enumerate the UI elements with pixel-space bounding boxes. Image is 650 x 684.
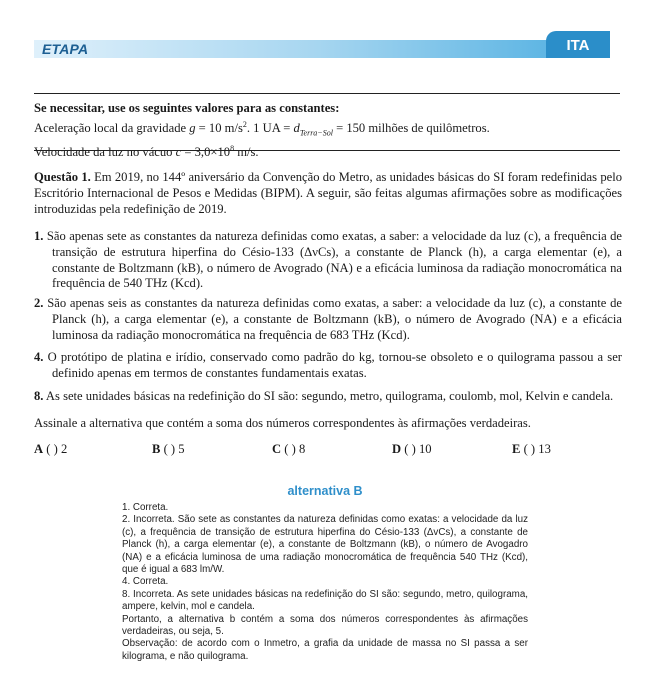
constants-block bbox=[34, 101, 624, 161]
solution-line: 1. Correta. bbox=[122, 502, 169, 513]
statement-8 bbox=[34, 389, 622, 405]
statement-number: 4. bbox=[34, 350, 44, 364]
option-d[interactable]: D ( ) 10 bbox=[392, 442, 432, 456]
solution-line: 8. Incorreta. As sete unidades básicas na redefinição do SI são: segundo, metro, quilograma, ampere, kelvin, mol e candela. bbox=[122, 588, 528, 613]
question-label: Questão 1. bbox=[34, 170, 91, 184]
statement-number: 8. bbox=[34, 389, 44, 403]
option-a[interactable]: A ( ) 2 bbox=[34, 442, 68, 456]
solution-text bbox=[122, 502, 528, 663]
statement-1 bbox=[34, 229, 622, 292]
header-band bbox=[34, 40, 546, 58]
divider-bottom bbox=[34, 150, 620, 151]
option-e[interactable]: E ( ) 13 bbox=[512, 442, 551, 456]
solution-line: 2. Incorreta. São sete as constantes da natureza definidas como exatas: a velocidade da luz (c), a frequência de transição de estrutura hiperfina do Césio-133 (ΔvCs), a constante de Planck (h), a carga elementar (e), a constante de Boltzmann (kB), o número de Avogadro (NA) e a eficácia luminosa de uma radiação monocromática de frequência 540 THz (Kcd), que é igual a 683 lm/W. bbox=[122, 514, 528, 576]
constants-line-2: Velocidade da luz no vácuo $c = 3,0\times 10^8$ m/s. bbox=[34, 144, 259, 160]
option-b[interactable]: B ( ) 5 bbox=[152, 442, 185, 456]
solution-line: 4. Correta. bbox=[122, 576, 169, 588]
exam-label: ITA bbox=[566, 37, 590, 54]
statement-text: O protótipo de platina e irídio, conservado como padrão do kg, tornou-se obsoleto e o quilograma passou a ser definido apenas em termos de constantes fundamentais exatas. bbox=[47, 350, 622, 380]
divider-top bbox=[34, 93, 620, 94]
answer-title: alternativa B bbox=[287, 484, 363, 498]
question-intro-text: Em 2019, no 144º aniversário da Convenção do Metro, as unidades básicas do SI foram redefinidas pelo Escritório Internacional de Pesos e Medidas (BIPM). A seguir, são feitas algumas afirmações sobre as modificações introduzidas pela redefinição de 2019. bbox=[34, 170, 622, 216]
statement-number: 1. bbox=[34, 229, 44, 243]
statement-text: As sete unidades básicas na redefinição do SI são: segundo, metro, quilograma, coulomb, mol, Kelvin e candela. bbox=[45, 389, 614, 403]
constants-line-1: Aceleração local da gravidade g = 10 $m/s^2$. 1 UA = $d_{Terra-Sol} = 150$ milhões de quilômetros. bbox=[34, 119, 490, 138]
statement-2 bbox=[34, 296, 622, 343]
statement-number: 2. bbox=[34, 296, 44, 310]
solution-line: Observação: de acordo com o Inmetro, a grafia da unidade de massa no SI passa a ser kilograma, e não quilograma. bbox=[122, 638, 528, 662]
instruction-text: Assinale a alternativa que contém a soma dos números correspondentes às afirmações verdadeiras. bbox=[34, 416, 531, 430]
statement-text: São apenas seis as constantes da natureza definidas como exatas, a saber: a velocidade da luz (c), a constante de Planck (h), a carga elementar (e), a constante de Boltzmann (kB), o número de Avogrado (NA) e a eficácia luminosa da radiação monocromática na frequência de 683 THz (Kcd). bbox=[47, 296, 622, 342]
answer-options bbox=[34, 442, 594, 458]
statement-text: São apenas sete as constantes da natureza definidas como exatas, a saber: a velocidade da luz (c), a frequência de transição de estrutura hiperfina do Césio-133 (ΔνCs), a constante de Planck (h), a carga elementar (e), a constante de Boltzmann (kB), o número de Avogrado (NA) e a eficácia luminosa da radiação monocromática na frequência de 540 THz (Kcd). bbox=[46, 229, 622, 291]
solution-line: Portanto, a alternativa b contém a soma dos números correspondentes às afirmações verdadeiras, ou seja, 5. bbox=[122, 613, 528, 638]
option-c[interactable]: C ( ) 8 bbox=[272, 442, 306, 456]
statement-4 bbox=[34, 350, 622, 382]
constants-heading: Se necessitar, use os seguintes valores para as constantes: bbox=[34, 101, 340, 115]
brand-logo: ETAPA bbox=[42, 41, 89, 57]
question-intro bbox=[34, 170, 622, 217]
